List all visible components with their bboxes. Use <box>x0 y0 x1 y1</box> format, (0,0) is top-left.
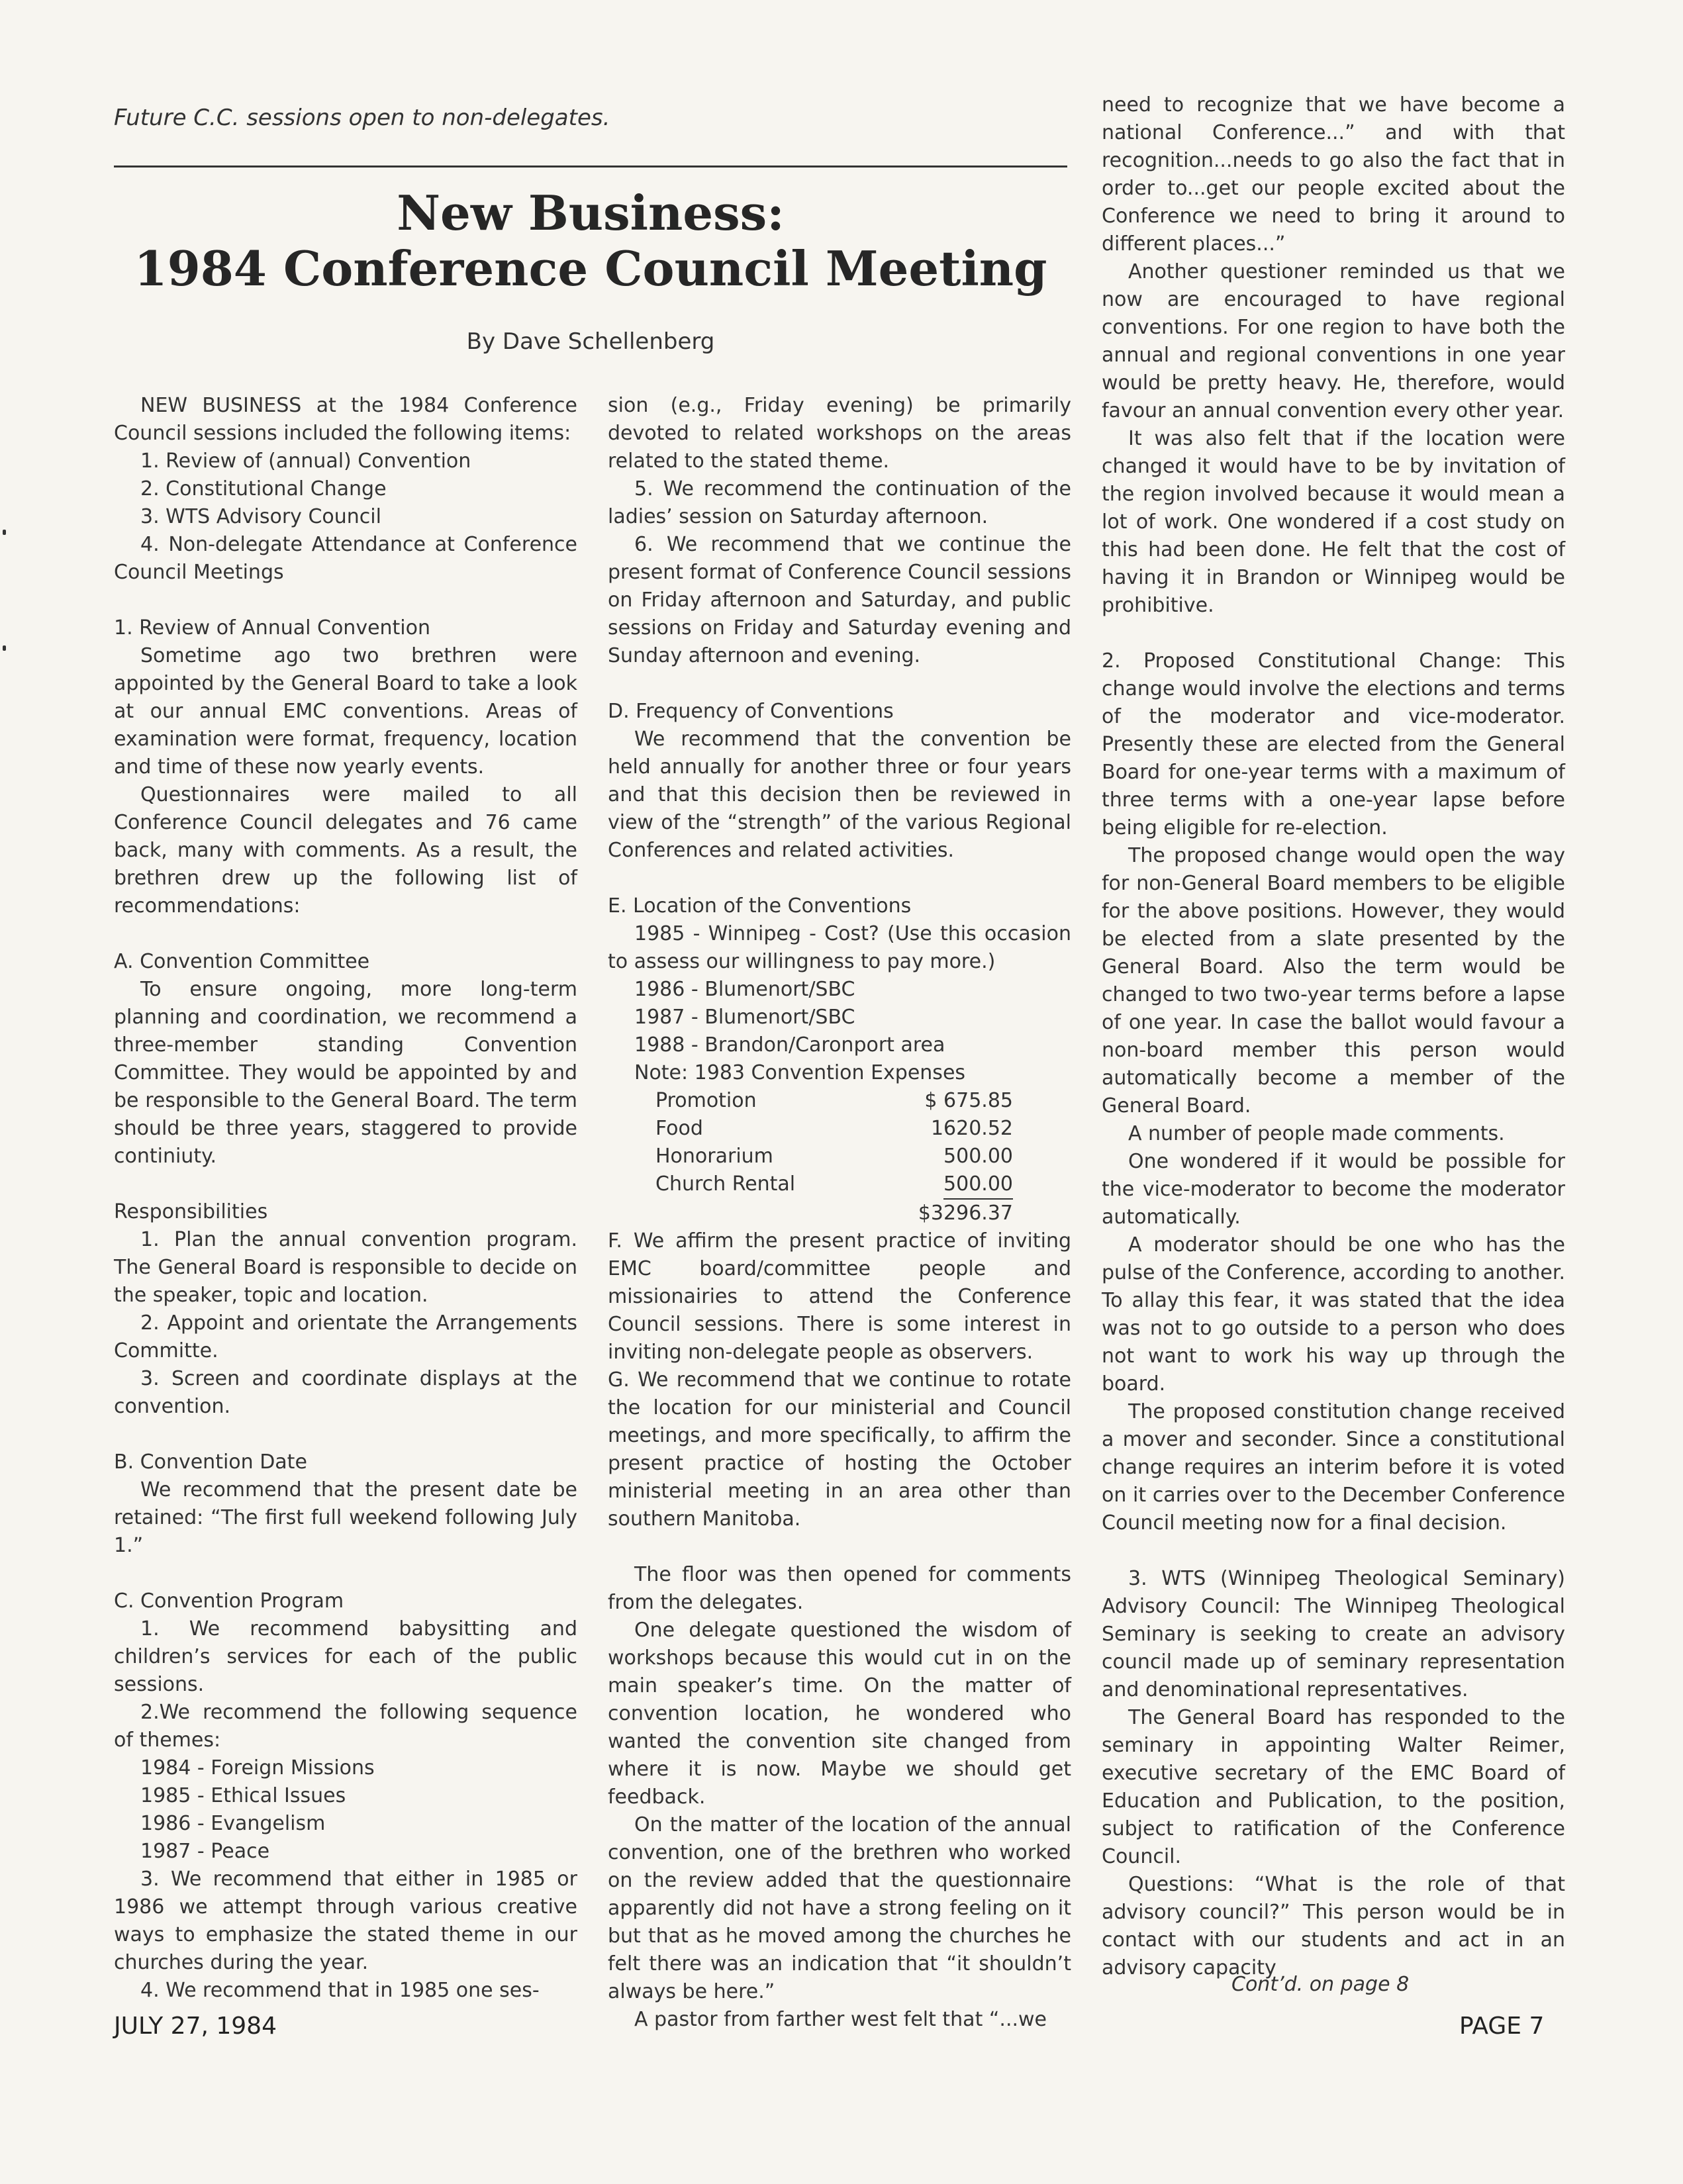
kicker-text: Future C.C. sessions open to non-delegates. <box>114 105 610 131</box>
paragraph: To ensure ongoing, more long-term planning and coordination, we recommend a three-member standing Convention Committee. They would be appointed by and be responsible to the General Board. The term should be three years, staggered to provide continiuty. <box>114 978 577 1168</box>
paragraph: 3. We recommend that either in 1985 or 1986 we attempt through various creative ways to emphasize the stated theme in our churches during the year. <box>114 1868 577 1974</box>
expense-amount: $ 675.85 <box>924 1089 1013 1112</box>
paragraph: need to recognize that we have become a national Conference...” and with that recognition...needs to go also the fact that in order to...get our people excited about the Conference we need to bring it around to different places...” <box>1102 93 1565 256</box>
expense-amount: 500.00 <box>943 1145 1013 1168</box>
expense-row <box>608 1143 1013 1170</box>
paragraph: The proposed constitution change received a mover and seconder. Since a constitutional change requires an interim before it is voted on it carries over to the December Conference Council meeting now for a final decision. <box>1102 1400 1565 1535</box>
list-item: 2. Constitutional Change <box>140 477 387 500</box>
paragraph: Questionnaires were mailed to all Conference Council delegates and 76 came back, many with comments. As a result, the brethren drew up the following list of recommendations: <box>114 783 577 918</box>
paragraph: 2. Appoint and orientate the Arrangements Committe. <box>114 1311 577 1362</box>
paragraph: sion (e.g., Friday evening) be primarily devoted to related workshops on the areas related to the stated theme. <box>608 394 1071 473</box>
byline: By Dave Schellenberg <box>466 328 715 355</box>
paragraph: 5. We recommend the continuation of the ladies’ session on Saturday afternoon. <box>608 477 1071 528</box>
theme-item: 1985 - Ethical Issues <box>140 1784 346 1807</box>
title-line-1: New Business: <box>397 185 785 241</box>
section-heading: B. Convention Date <box>114 1450 307 1474</box>
expense-row <box>608 1115 1013 1143</box>
continued-note: Cont’d. on page 8 <box>1231 1973 1410 1996</box>
paragraph: 2. Proposed Constitutional Change: This change would involve the elections and terms of the moderator and vice-moderator. Presently these are elected from the General Board for one-year terms with a maximum of three terms with a one-year lapse before being eligible for re-election. <box>1102 649 1565 839</box>
margin-mark <box>3 645 6 651</box>
section-heading: Responsibilities <box>114 1200 268 1223</box>
paragraph: On the matter of the location of the annual convention, one of the brethren who worked on the review added that the questionnaire apparently did not have a strong feeling on it but that as he moved among the churches he felt there was an indication that “it shouldn’t always be here.” <box>608 1813 1071 2003</box>
paragraph: We recommend that the present date be retained: “The first full weekend following July 1.” <box>114 1478 577 1557</box>
expense-total: $3296.37 <box>918 1202 1013 1225</box>
margin-mark <box>3 530 6 535</box>
theme-item: 1984 - Foreign Missions <box>140 1756 375 1780</box>
header-rule <box>114 166 1067 167</box>
paragraph: A number of people made comments. <box>1128 1122 1505 1145</box>
column-1 <box>114 392 577 2005</box>
paragraph: One wondered if it would be possible for the vice-moderator to become the moderator automatically. <box>1102 1150 1565 1229</box>
paragraph: Another questioner reminded us that we now are encouraged to have regional conventions. For one region to have both the annual and regional conventions in one year would be pretty heavy. He, therefore, would favour an annual convention every other year. <box>1102 260 1565 422</box>
location-item: 1987 - Blumenort/SBC <box>634 1006 855 1029</box>
paragraph: The floor was then opened for comments from the delegates. <box>608 1563 1071 1614</box>
section-heading: C. Convention Program <box>114 1590 344 1613</box>
expense-label: Church Rental <box>655 1172 796 1196</box>
theme-item: 1986 - Evangelism <box>140 1812 326 1835</box>
expense-row <box>608 1087 1013 1115</box>
paragraph: The proposed change would open the way for non-General Board members to be eligible for the above positions. However, they would be elected from a slate presented by the General Board. Also the term would be changed to two two-year terms before a lapse of one year. In case the ballot would favour a non-board member this person would automatically become a member of the General Board. <box>1102 844 1565 1117</box>
list-item: 4. Non-delegate Attendance at Conference Council Meetings <box>114 533 577 584</box>
paragraph: 3. WTS (Winnipeg Theological Seminary) Advisory Council: The Winnipeg Theological Seminary is seeking to create an advisory council made up of seminary representation and denominational representatives. <box>1102 1567 1565 1701</box>
paragraph: G. We recommend that we continue to rotate the location for our ministerial and Council meetings, and more specifically, to affirm the present practice of hosting the October ministerial meeting in an area other than southern Manitoba. <box>608 1368 1071 1531</box>
expense-label: Honorarium <box>655 1145 773 1168</box>
paragraph: 1985 - Winnipeg - Cost? (Use this occasion to assess our willingness to pay more.) <box>608 922 1071 973</box>
expense-label: Promotion <box>655 1089 757 1112</box>
expense-total-row <box>608 1200 1013 1227</box>
expense-amount: 1620.52 <box>930 1117 1013 1140</box>
paragraph: F. We affirm the present practice of inviting EMC board/committee people and missionairies to attend the Conference Council sessions. There is some interest in inviting non-delegate people as observers. <box>608 1229 1071 1364</box>
section-heading: A. Convention Committee <box>114 950 370 973</box>
paragraph: It was also felt that if the location were changed it would have to be by invitation of the region involved because it would mean a lot of work. One wondered if a cost study on this had been done. He felt that the cost of having it in Brandon or Winnipeg would be prohibitive. <box>1102 427 1565 617</box>
paragraph: 3. Screen and coordinate displays at the convention. <box>114 1367 577 1418</box>
article-title <box>114 185 1067 297</box>
location-item: 1986 - Blumenort/SBC <box>634 978 855 1001</box>
expense-amount: 500.00 <box>943 1170 1013 1200</box>
paragraph: 2.We recommend the following sequence of themes: <box>114 1701 577 1752</box>
location-item: 1988 - Brandon/Caronport area <box>634 1033 945 1057</box>
list-item: 1. Review of (annual) Convention <box>140 450 471 473</box>
section-heading: E. Location of the Conventions <box>608 894 912 918</box>
column-2 <box>608 392 1071 2034</box>
paragraph: Sometime ago two brethren were appointed by the General Board to take a look at our annual EMC conventions. Areas of examination were format, frequency, location and time of these now yearly events. <box>114 644 577 779</box>
footer-date: JULY 27, 1984 <box>114 2013 277 2040</box>
expense-label: Food <box>655 1117 703 1140</box>
column-3 <box>1102 91 1565 1982</box>
paragraph: 1. We recommend babysitting and children’s services for each of the public sessions. <box>114 1617 577 1696</box>
expense-row <box>608 1170 1013 1200</box>
list-item: 3. WTS Advisory Council <box>140 505 381 528</box>
paragraph: A pastor from farther west felt that “...we <box>634 2008 1047 2031</box>
page-number: PAGE 7 <box>1459 2013 1545 2040</box>
paragraph: A moderator should be one who has the pulse of the Conference, according to another. To allay this fear, it was stated that the idea was not to go outside to a person who does not want to work his way up through the board. <box>1102 1233 1565 1396</box>
section-heading: 1. Review of Annual Convention <box>114 616 431 640</box>
expenses-note: Note: 1983 Convention Expenses <box>634 1061 966 1084</box>
paragraph: NEW BUSINESS at the 1984 Conference Council sessions included the following items: <box>114 394 577 445</box>
paragraph: Questions: “What is the role of that advisory council?” This person would be in contact with our students and act in an advisory capacity <box>1102 1873 1565 1979</box>
paragraph: We recommend that the convention be held annually for another three or four years and that this decision then be reviewed in view of the “strength” of the various Regional Conferences and related activities. <box>608 728 1071 862</box>
title-line-2: 1984 Conference Council Meeting <box>134 240 1047 297</box>
theme-item: 1987 - Peace <box>140 1840 270 1863</box>
paragraph: The General Board has responded to the seminary in appointing Walter Reimer, executive secretary of the EMC Board of Education and Publication, to the position, subject to ratification of the Conference Council. <box>1102 1706 1565 1868</box>
section-heading: D. Frequency of Conventions <box>608 700 894 723</box>
paragraph: 4. We recommend that in 1985 one ses- <box>140 1979 540 2002</box>
paragraph: 1. Plan the annual convention program. The General Board is responsible to decide on the speaker, topic and location. <box>114 1228 577 1307</box>
paragraph: One delegate questioned the wisdom of workshops because this would cut in on the main speaker’s time. On the matter of convention location, he wondered who wanted the convention site changed from where it is now. Maybe we should get feedback. <box>608 1619 1071 1809</box>
expenses-table <box>608 1087 1071 1227</box>
paragraph: 6. We recommend that we continue the present format of Conference Council sessions on Friday afternoon and Saturday, and public sessions on Friday and Saturday evening and Sunday afternoon and evening. <box>608 533 1071 667</box>
